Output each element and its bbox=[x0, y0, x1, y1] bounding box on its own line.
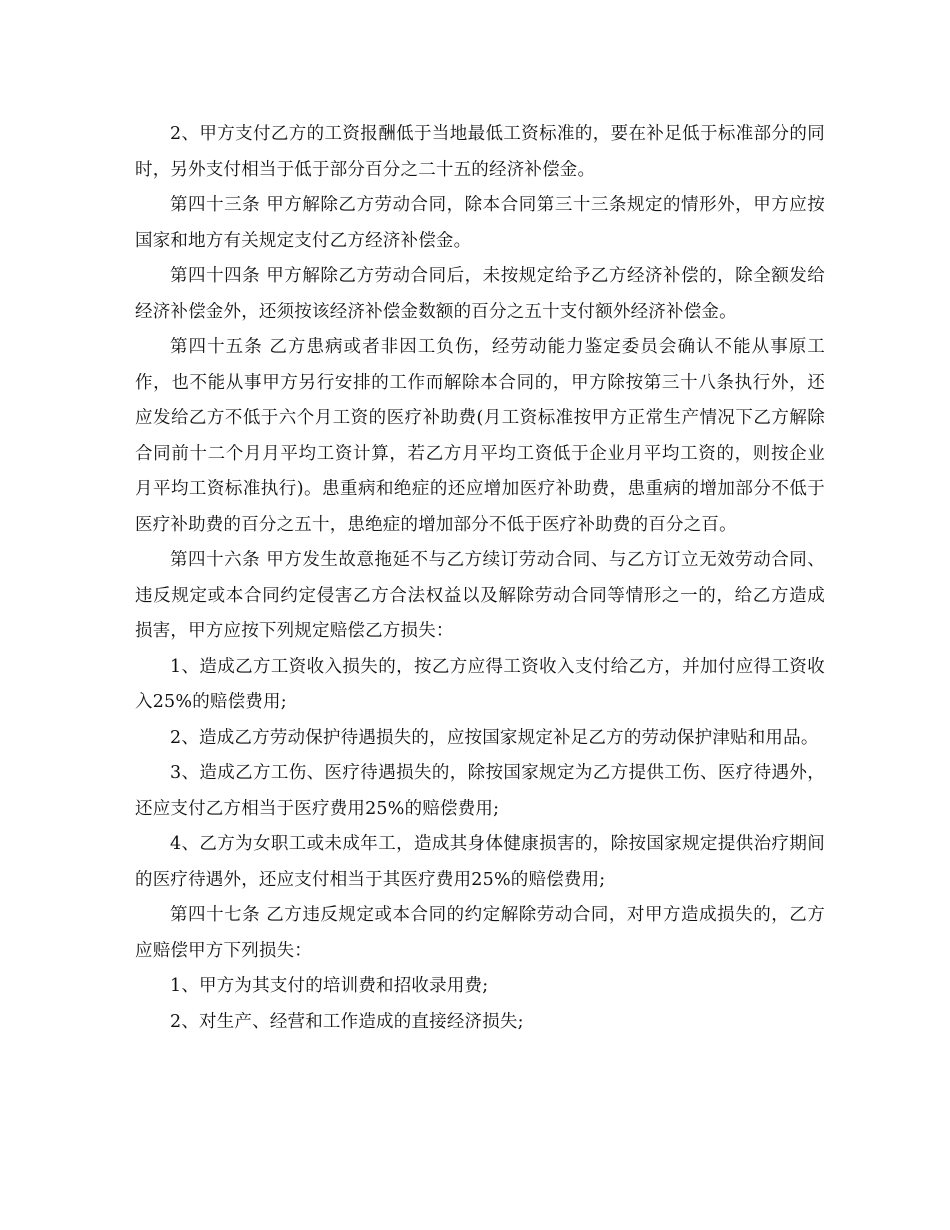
paragraph-item-2-wage-below-minimum: 2、甲方支付乙方的工资报酬低于当地最低工资标准的，要在补足低于标准部分的同时，另外支付相当于低于部分百分之二十五的经济补偿金。 bbox=[135, 124, 825, 180]
paragraph-article-43: 第四十三条 甲方解除乙方劳动合同，除本合同第三十三条规定的情形外，甲方应按国家和地方有关规定支付乙方经济补偿金。 bbox=[135, 195, 825, 251]
paragraph-article-46-item-4: 4、乙方为女职工或未成年工，造成其身体健康损害的，除按国家规定提供治疗期间的医疗待遇外，还应支付相当于其医疗费用25%的赔偿费用; bbox=[135, 834, 825, 890]
document-body bbox=[135, 117, 825, 1040]
paragraph-article-44: 第四十四条 甲方解除乙方劳动合同后，未按规定给予乙方经济补偿的，除全额发给经济补偿金外，还须按该经济补偿金数额的百分之五十支付额外经济补偿金。 bbox=[135, 266, 825, 322]
paragraph-article-46-item-1: 1、造成乙方工资收入损失的，按乙方应得工资收入支付给乙方，并加付应得工资收入25%的赔偿费用; bbox=[135, 656, 825, 712]
paragraph-article-46: 第四十六条 甲方发生故意拖延不与乙方续订劳动合同、与乙方订立无效劳动合同、违反规定或本合同约定侵害乙方合法权益以及解除劳动合同等情形之一的，给乙方造成损害，甲方应按下列规定赔偿乙方损失： bbox=[135, 550, 825, 641]
paragraph-article-46-item-3: 3、造成乙方工伤、医疗待遇损失的，除按国家规定为乙方提供工伤、医疗待遇外，还应支付乙方相当于医疗费用25%的赔偿费用; bbox=[135, 763, 825, 819]
paragraph-article-45: 第四十五条 乙方患病或者非因工负伤，经劳动能力鉴定委员会确认不能从事原工作，也不能从事甲方另行安排的工作而解除本合同的，甲方除按第三十八条执行外，还应发给乙方不低于六个月工资的医疗补助费(月工资标准按甲方正常生产情况下乙方解除合同前十二个月月平均工资计算，若乙方月平均工资低于企业月平均工资的，则按企业月平均工资标准执行)。患重病和绝症的还应增加医疗补助费，患重病的增加部分不低于医疗补助费的百分之五十，患绝症的增加部分不低于医疗补助费的百分之百。 bbox=[135, 337, 825, 535]
paragraph-article-47-item-2: 2、对生产、经营和工作造成的直接经济损失; bbox=[170, 1011, 524, 1032]
paragraph-article-46-item-2: 2、造成乙方劳动保护待遇损失的，应按国家规定补足乙方的劳动保护津贴和用品。 bbox=[170, 727, 819, 748]
paragraph-article-47-item-1: 1、甲方为其支付的培训费和招收录用费; bbox=[170, 976, 489, 996]
paragraph-article-47: 第四十七条 乙方违反规定或本合同的约定解除劳动合同，对甲方造成损失的，乙方应赔偿甲方下列损失： bbox=[135, 905, 825, 961]
